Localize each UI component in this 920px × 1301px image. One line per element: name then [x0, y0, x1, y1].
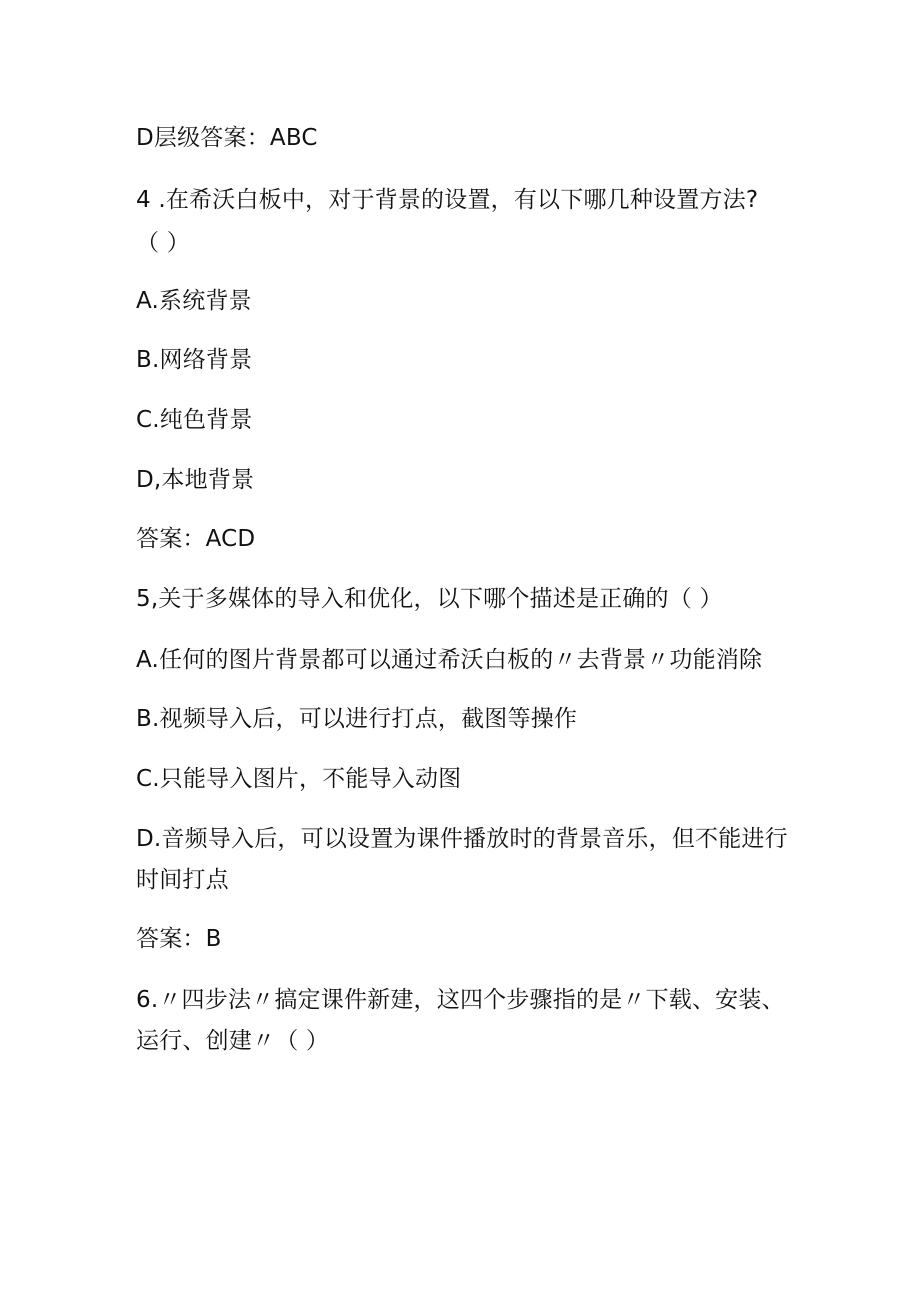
q5-answer: 答案：B: [136, 926, 222, 952]
q5-question: 5,关于多媒体的导入和优化，以下哪个描述是正确的（ ）: [136, 586, 723, 612]
q5-option-b: B.视频导入后，可以进行打点，截图等操作: [136, 706, 578, 732]
q3-answer-d-line: D层级答案：ABC: [136, 125, 318, 151]
q5-option-a: A.任何的图片背景都可以通过希沃白板的〃去背景〃功能消除: [136, 647, 763, 673]
q6-question-continued: 运行、创建〃（ ）: [136, 1028, 330, 1054]
q4-answer: 答案：ACD: [136, 526, 256, 552]
q5-option-c: C.只能导入图片，不能导入动图: [136, 766, 462, 792]
q5-option-d-continued: 时间打点: [136, 867, 229, 893]
q4-option-c: C.纯色背景: [136, 407, 253, 433]
q4-option-a: A.系统背景: [136, 288, 252, 314]
q4-option-d: D,本地背景: [136, 467, 255, 493]
q4-option-b: B.网络背景: [136, 347, 253, 373]
q4-question: 4 .在希沃白板中，对于背景的设置，有以下哪几种设置方法?: [136, 187, 759, 213]
q5-option-d: D.音频导入后，可以设置为课件播放时的背景音乐，但不能进行: [136, 826, 788, 852]
q6-question: 6.〃四步法〃搞定课件新建，这四个步骤指的是〃下载、安装、: [136, 987, 785, 1013]
q4-blank: （ ）: [136, 230, 190, 256]
